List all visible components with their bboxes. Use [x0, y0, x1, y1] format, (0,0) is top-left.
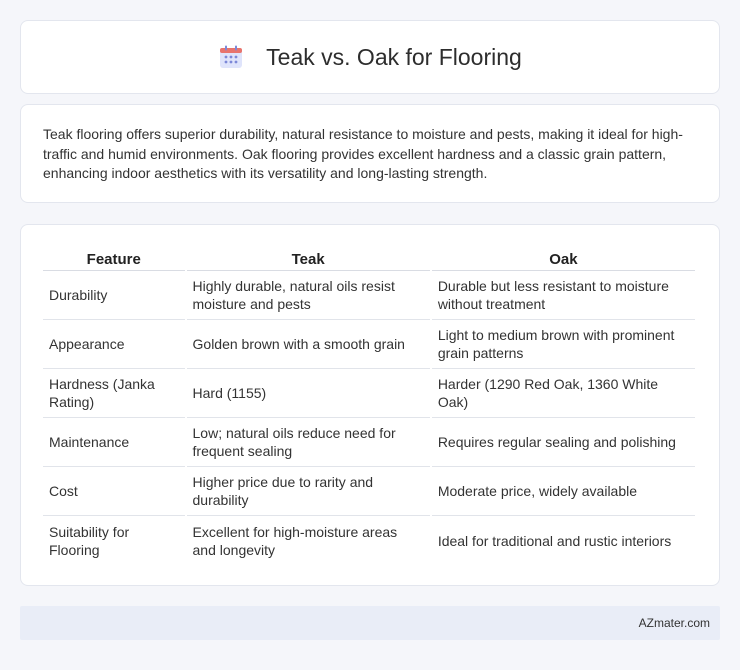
table-cell: Durability	[43, 271, 185, 320]
table-cell: Excellent for high-moisture areas and longevity	[192, 523, 398, 558]
table-cell: Cost	[43, 467, 185, 516]
table-cell: Moderate price, widely available	[432, 467, 695, 516]
column-header-feature: Feature	[43, 245, 185, 271]
footer-brand: AZmater.com	[638, 616, 710, 630]
table-cell: Harder (1290 Red Oak, 1360 White Oak)	[432, 369, 695, 418]
intro-text: Teak flooring offers superior durability, natural resistance to moisture and pests, making it ideal for high-traffic and humid environments. Oak flooring provides excellent hardness and a classic grain pattern, enhancing indoor aesthetics with its versatility and long-lasting strength.	[43, 126, 683, 181]
table-cell: Low; natural oils reduce need for frequent sealing	[187, 418, 430, 467]
table-cell: Hard (1155)	[187, 369, 430, 418]
table-cell: Maintenance	[43, 418, 185, 467]
table-cell: Light to medium brown with prominent grain patterns	[432, 320, 695, 369]
table-row	[43, 516, 695, 565]
calendar-icon	[218, 44, 244, 70]
footer	[20, 606, 720, 640]
table-cell: Durable but less resistant to moisture without treatment	[432, 271, 695, 320]
page-title: Teak vs. Oak for Flooring	[266, 43, 522, 70]
table-row	[43, 418, 695, 467]
column-header-teak: Teak	[187, 245, 430, 271]
table-cell: Highly durable, natural oils resist moisture and pests	[187, 271, 430, 320]
table-header-row	[43, 245, 695, 271]
table-cell: Appearance	[43, 320, 185, 369]
table-cell: Ideal for traditional and rustic interiors	[437, 532, 672, 549]
table-row	[43, 467, 695, 516]
intro-card	[20, 104, 720, 203]
table-cell: Golden brown with a smooth grain	[187, 320, 430, 369]
table-cell: Suitability for Flooring	[49, 523, 130, 558]
column-header-oak: Oak	[432, 245, 695, 271]
title-card	[20, 20, 720, 94]
table-row	[43, 271, 695, 320]
comparison-table-card	[20, 224, 720, 586]
table-cell: Requires regular sealing and polishing	[432, 418, 695, 467]
table-row	[43, 320, 695, 369]
comparison-table	[41, 245, 697, 565]
table-cell: Hardness (Janka Rating)	[43, 369, 185, 418]
table-row	[43, 369, 695, 418]
table-cell: Higher price due to rarity and durability	[187, 467, 430, 516]
